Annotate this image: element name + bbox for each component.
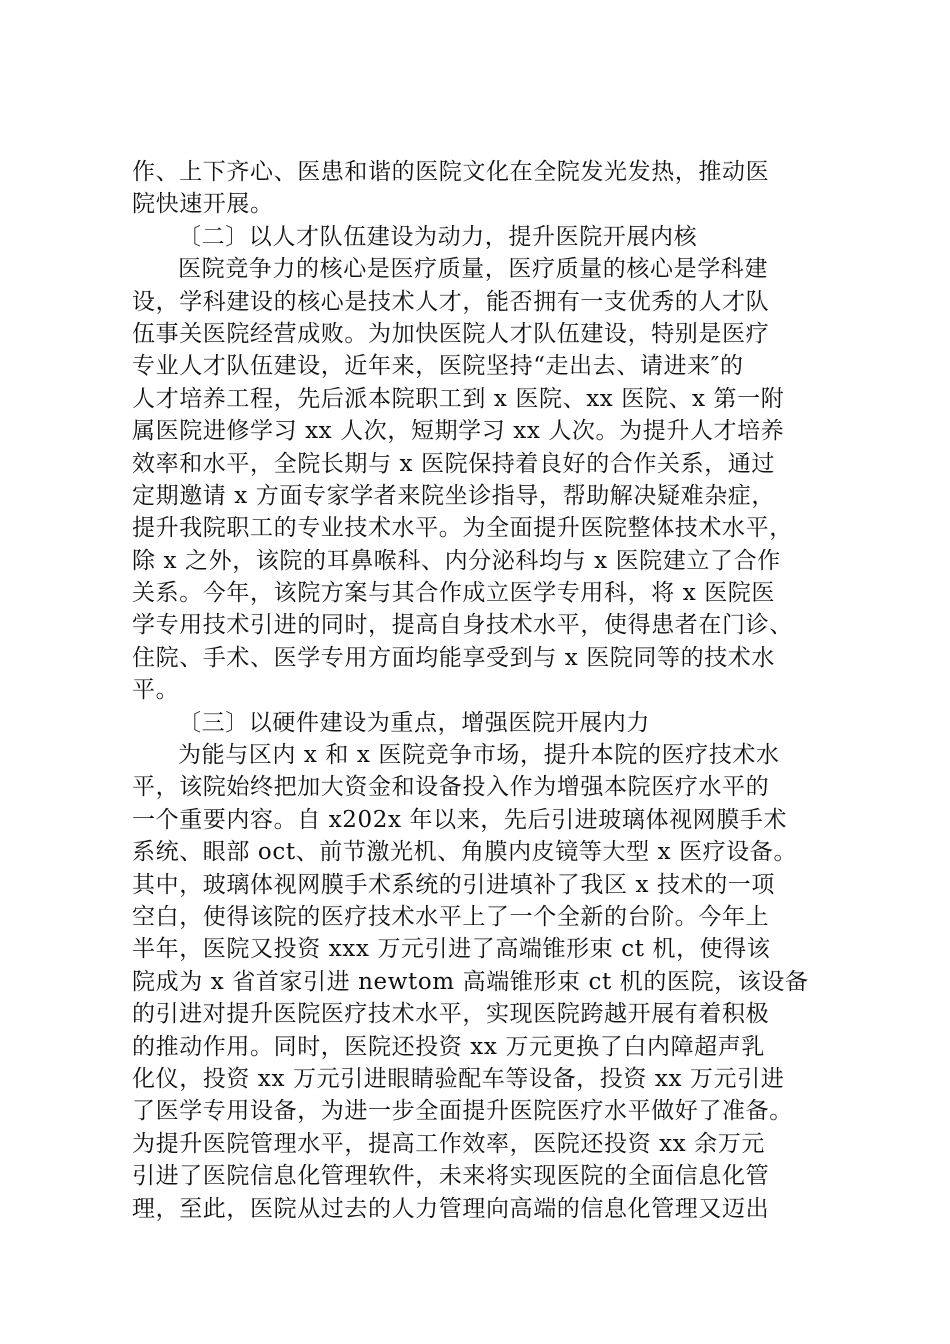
text-line: 作、上下齐心、医患和谐的医院文化在全院发光发热，推动医: [132, 159, 770, 185]
text-line: 一个重要内容。自 x202x 年以来，先后引进玻璃体视网膜手术: [132, 806, 788, 833]
text-line: 的推动作用。同时，医院还投资 xx 万元更换了白内障超声乳: [132, 1033, 765, 1060]
text-line: 除 x 之外，该院的耳鼻喉科、内分泌科均与 x 医院建立了合作: [132, 547, 781, 574]
text-line: 〔二〕以人才队伍建设为动力，提升医院开展内核: [178, 223, 698, 250]
text-line: 学专用技术引进的同时，提高自身技术水平，使得患者在门诊、: [132, 612, 793, 639]
text-line: 为提升医院管理水平，提高工作效率，医院还投资 xx 余万元: [132, 1130, 765, 1157]
text-line: 医院竞争力的核心是医疗质量，医疗质量的核心是学科建: [178, 256, 768, 283]
text-line: 〔三〕以硬件建设为重点，增强医院开展内力: [178, 709, 650, 736]
document-body: [132, 156, 832, 1225]
text-line: 系统、眼部 oct、前节激光机、角膜内皮镜等大型 x 医疗设备。: [132, 839, 798, 866]
text-line: 效率和水平，全院长期与 x 医院保持着良好的合作关系，通过: [132, 450, 775, 477]
text-line: 院快速开展。: [132, 191, 274, 218]
text-line: 设，学科建设的核心是技术人才，能否拥有一支优秀的人才队: [132, 288, 770, 315]
text-line: 引进了医院信息化管理软件，未来将实现医院的全面信息化管: [132, 1163, 770, 1190]
text-line: 伍事关医院经营成败。为加快医院人才队伍建设，特别是医疗: [132, 320, 770, 347]
text-line: 院成为 x 省首家引进 newtom 高端锥形束 ct 机的医院，该设备: [132, 968, 809, 995]
text-line: 的引进对提升医院医疗技术水平，实现医院跨越开展有着积极: [132, 1001, 770, 1028]
text-line: 理，至此，医院从过去的人力管理向高端的信息化管理又迈出: [132, 1195, 770, 1222]
text-line: 住院、手术、医学专用方面均能享受到与 x 医院同等的技术水: [132, 644, 775, 671]
text-line: 人才培养工程，先后派本院职工到 x 医院、xx 医院、x 第一附: [132, 385, 785, 412]
text-line: 提升我院职工的专业技术水平。为全面提升医院整体技术水平，: [132, 515, 793, 542]
text-line: 了医学专用设备，为进一步全面提升医院医疗水平做好了准备。: [132, 1098, 793, 1125]
text-line: 平，该院始终把加大资金和设备投入作为增强本院医疗水平的: [132, 774, 770, 801]
text-line: 为能与区内 x 和 x 医院竞争市场，提升本院的医疗技术水: [178, 742, 780, 769]
text-line: 空白，使得该院的医疗技术水平上了一个全新的台阶。今年上: [132, 903, 770, 930]
text-line: 属医院进修学习 xx 人次，短期学习 xx 人次。为提升人才培养: [132, 418, 785, 445]
text-line: 化仪，投资 xx 万元引进眼睛验配车等设备，投资 xx 万元引进: [132, 1065, 785, 1092]
text-line: 专业人才队伍建设，近年来，医院坚持“走出去、请进来″的: [132, 353, 744, 380]
text-line: 关系。今年，该院方案与其合作成立医学专用科，将 x 医院医: [132, 580, 775, 607]
text-line: 其中，玻璃体视网膜手术系统的引进填补了我区 x 技术的一项: [132, 871, 775, 898]
text-line: 定期邀请 x 方面专家学者来院坐诊指导，帮助解决疑难杂症，: [132, 482, 775, 509]
text-line: 平。: [132, 677, 180, 704]
text-line: 半年，医院又投资 xxx 万元引进了高端锥形束 ct 机，使得该: [132, 936, 771, 963]
